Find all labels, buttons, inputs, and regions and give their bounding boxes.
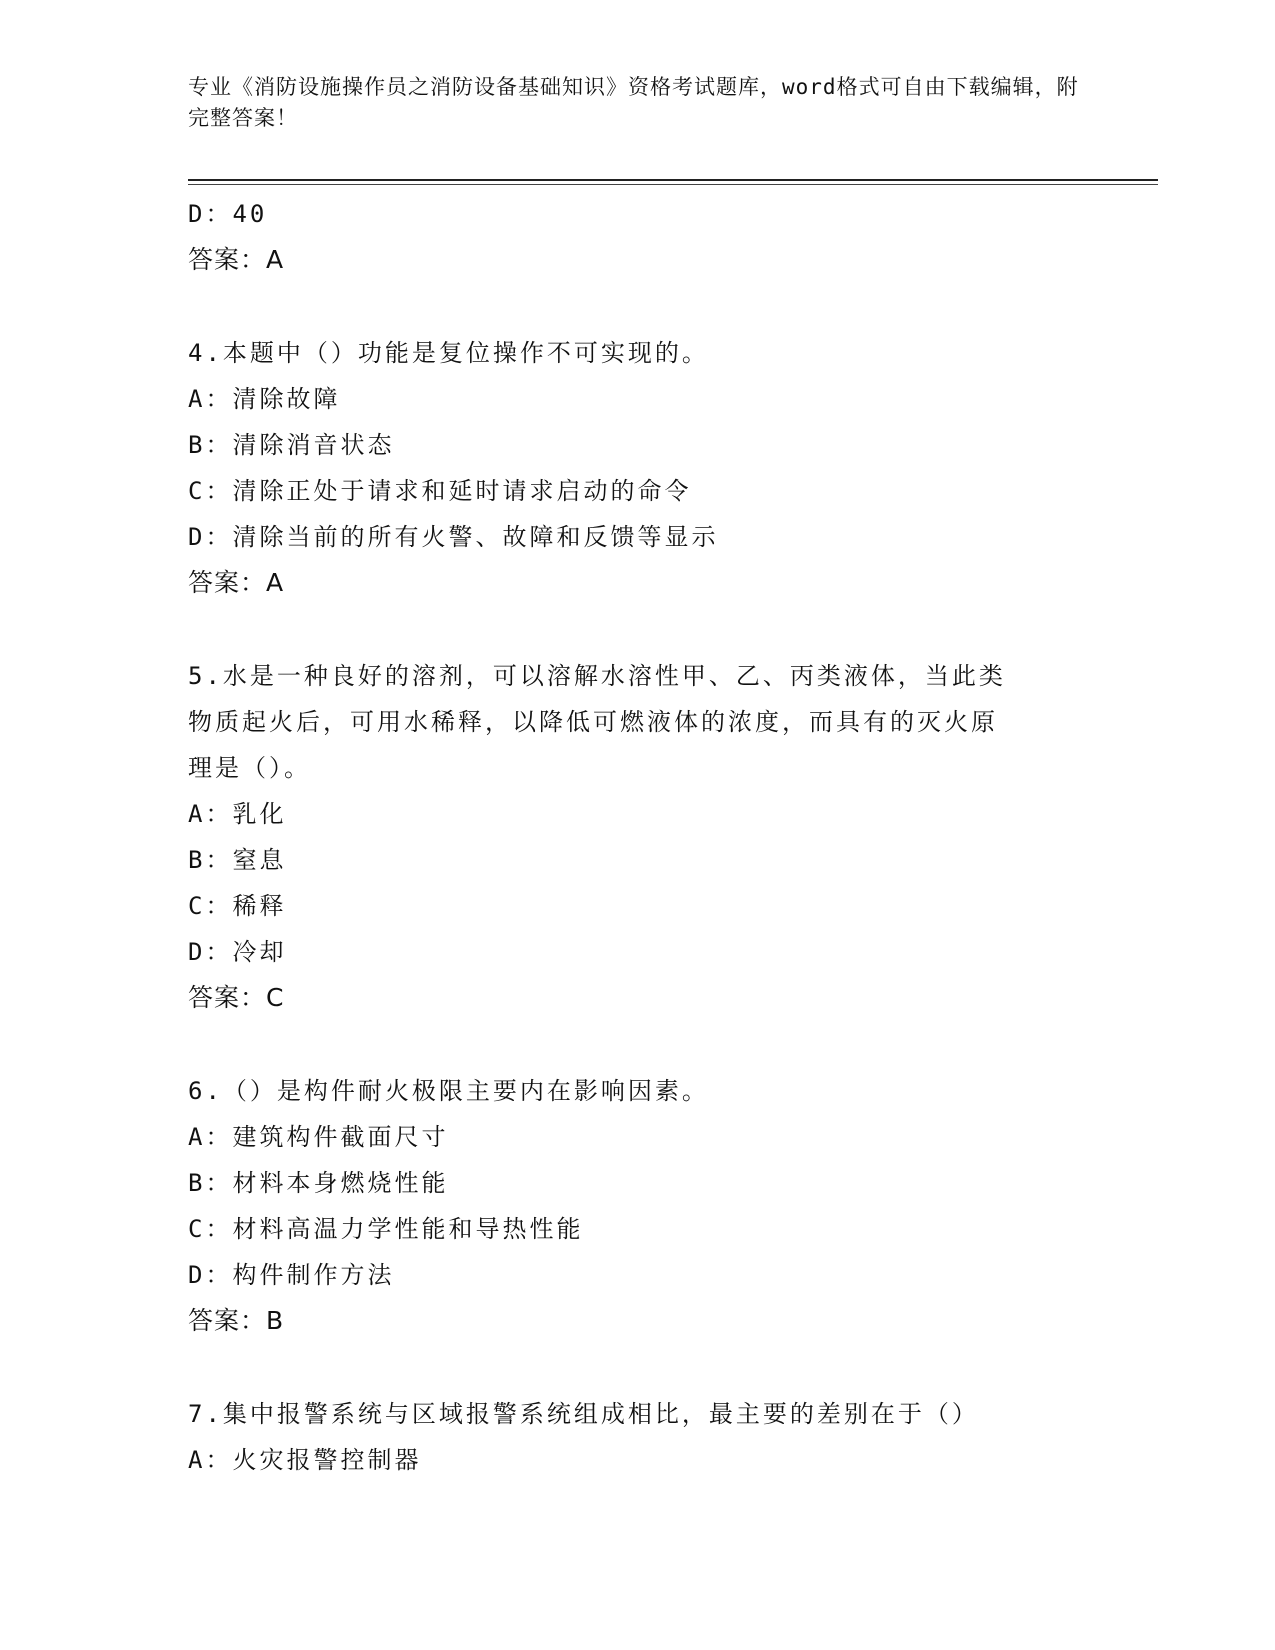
option-text: 乳化 (232, 800, 287, 828)
option-text: 材料高温力学性能和导热性能 (232, 1215, 584, 1243)
answer-value: C (266, 983, 285, 1012)
option-b (188, 1160, 1088, 1206)
answer-value: B (266, 1306, 285, 1335)
spacer (188, 283, 1088, 330)
option-key: D： (188, 523, 233, 551)
option-c (188, 468, 1088, 514)
option-text: 清除当前的所有火警、故障和反馈等显示 (232, 523, 719, 551)
option-d (188, 514, 1088, 560)
answer-line (188, 975, 1088, 1021)
option-text: 清除故障 (232, 385, 341, 413)
answer-value: A (266, 568, 285, 597)
question-stem: 6.（）是构件耐火极限主要内在影响因素。 (188, 1077, 709, 1105)
option-c (188, 883, 1088, 929)
option-a (188, 376, 1088, 422)
option-key: B： (188, 431, 233, 459)
spacer (188, 606, 1088, 653)
option-c (188, 1206, 1088, 1252)
option-text: 窒息 (232, 846, 287, 874)
spacer (188, 1021, 1088, 1068)
option-key: D： (188, 938, 233, 966)
option-text: 冷却 (232, 938, 287, 966)
answer-label: 答案： (188, 245, 267, 274)
question-stem-line-2: 物质起火后，可用水稀释，以降低可燃液体的浓度，而具有的灭火原 (188, 708, 998, 736)
question-stem: 4.本题中（）功能是复位操作不可实现的。 (188, 339, 709, 367)
option-text: 材料本身燃烧性能 (232, 1169, 449, 1197)
option-d (188, 929, 1088, 975)
option-key: D： (188, 200, 233, 228)
option-text: 火灾报警控制器 (232, 1446, 422, 1474)
option-key: C： (188, 477, 233, 505)
option-key: A： (188, 800, 233, 828)
option-a (188, 791, 1088, 837)
answer-label: 答案： (188, 1306, 267, 1335)
header-rule-thin (188, 184, 1158, 185)
option-key: A： (188, 1446, 233, 1474)
question-stem-line-1: 5.水是一种良好的溶剂，可以溶解水溶性甲、乙、丙类液体，当此类 (188, 662, 1006, 690)
answer-line (188, 1298, 1088, 1344)
option-key: D： (188, 1261, 233, 1289)
question-stem-line-3: 理是（）。 (188, 754, 311, 782)
option-key: A： (188, 385, 233, 413)
option-key: B： (188, 846, 233, 874)
option-key: C： (188, 1215, 233, 1243)
option-b (188, 837, 1088, 883)
option-text: 建筑构件截面尺寸 (232, 1123, 449, 1151)
answer-label: 答案： (188, 568, 267, 597)
header-rule-thick (188, 179, 1158, 181)
answer-line (188, 237, 1088, 283)
question-stem: 7.集中报警系统与区域报警系统组成相比，最主要的差别在于（） (188, 1400, 979, 1428)
option-key: B： (188, 1169, 233, 1197)
option-key: A： (188, 1123, 233, 1151)
option-b (188, 422, 1088, 468)
option-text: 稀释 (232, 892, 287, 920)
answer-line (188, 560, 1088, 606)
option-text: 构件制作方法 (232, 1261, 395, 1289)
option-text: 40 (232, 200, 268, 228)
spacer (188, 1344, 1088, 1391)
option-text: 清除正处于请求和延时请求启动的命令 (232, 477, 692, 505)
option-text: 清除消音状态 (232, 431, 395, 459)
question-list (188, 191, 1088, 1483)
answer-label: 答案： (188, 983, 267, 1012)
option-d (188, 191, 1088, 237)
document-header: 专业《消防设施操作员之消防设备基础知识》资格考试题库，word格式可自由下载编辑，附完整答案！ (188, 75, 1079, 130)
option-key: C： (188, 892, 233, 920)
answer-value: A (266, 245, 285, 274)
option-d (188, 1252, 1088, 1298)
option-a (188, 1437, 1088, 1483)
option-a (188, 1114, 1088, 1160)
